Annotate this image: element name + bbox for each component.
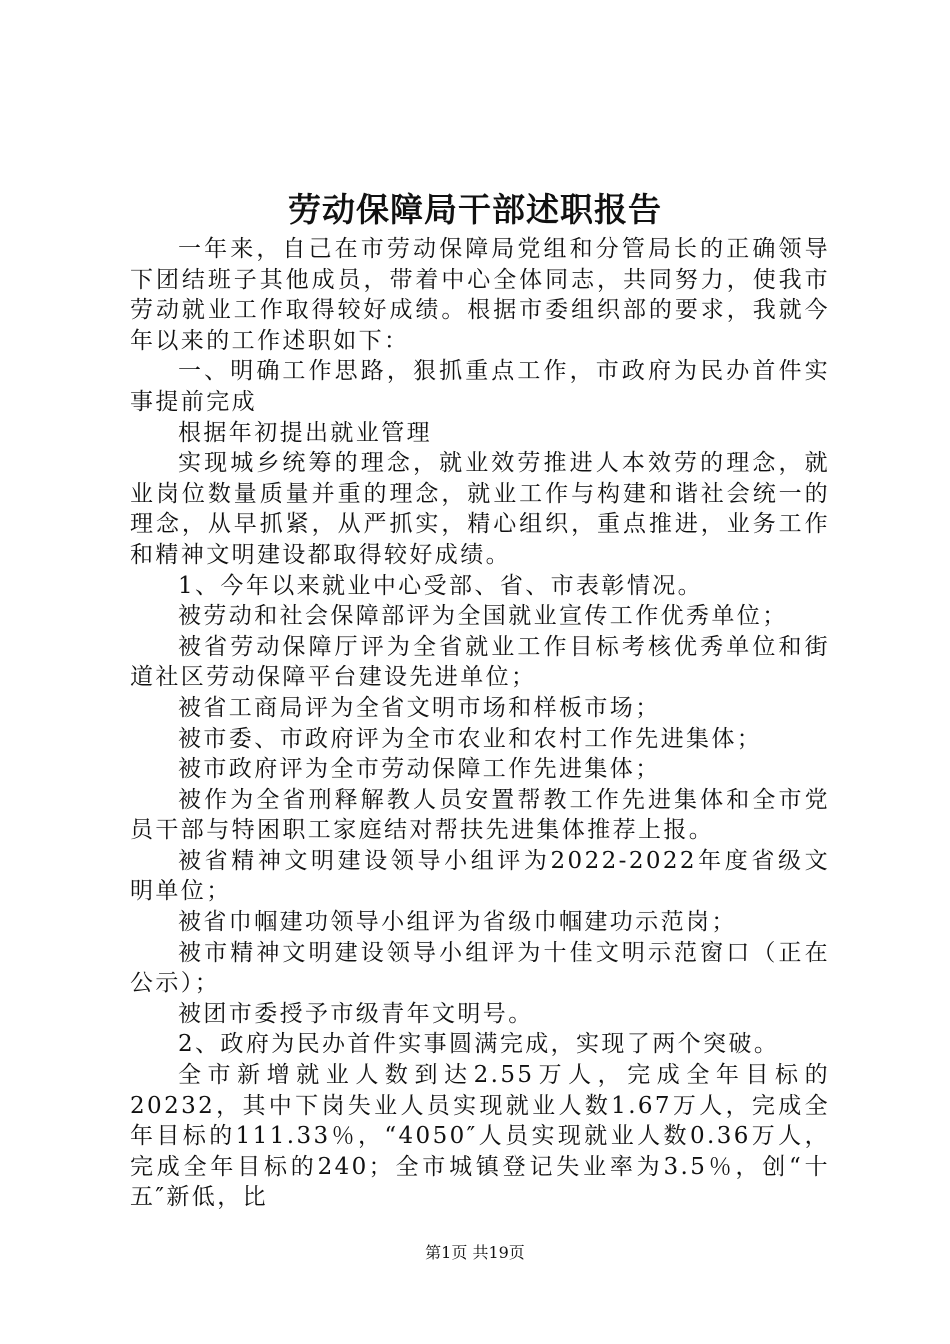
document-body [130, 234, 830, 1213]
paragraph: 被市精神文明建设领导小组评为十佳文明示范窗口（正在公示）； [130, 939, 830, 997]
paragraph: 被省劳动保障厅评为全省就业工作目标考核优秀单位和街道社区劳动保障平台建设先进单位； [130, 633, 830, 691]
paragraph: 被劳动和社会保障部评为全国就业宣传工作优秀单位； [178, 603, 788, 630]
paragraph: 一年来，自己在市劳动保障局党组和分管局长的正确领导下团结班子其他成员，带着中心全体同志，共同努力，使我市劳动就业工作取得较好成绩。根据市委组织部的要求，我就今年以来的工作述职如下： [130, 236, 830, 354]
paragraph: 被省巾帼建功领导小组评为省级巾帼建功示范岗； [178, 909, 737, 936]
paragraph: 被市政府评为全市劳动保障工作先进集体； [178, 756, 661, 783]
page-footer: 第1页 共19页 [425, 1243, 525, 1262]
paragraph: 被作为全省刑释解教人员安置帮教工作先进集体和全市党员干部与特困职工家庭结对帮扶先进集体推荐上报。 [130, 786, 830, 844]
paragraph: 被省工商局评为全省文明市场和样板市场； [178, 694, 661, 721]
paragraph: 1、今年以来就业中心受部、省、市表彰情况。 [178, 572, 704, 599]
paragraph: 2、政府为民办首件实事圆满完成，实现了两个突破。 [178, 1031, 780, 1058]
paragraph: 全市新增就业人数到达2.55万人，完成全年目标的20232，其中下岗失业人员实现就业人数1.67万人，完成全年目标的111.33％，“4050″人员实现就业人数0.36万人，完成全年目标的240；全市城镇登记失业率为3.5％，创“十五″新低，比 [130, 1062, 830, 1211]
paragraph: 被团市委授予市级青年文明号。 [178, 1000, 534, 1027]
paragraph: 实现城乡统筹的理念，就业效劳推进人本效劳的理念，就业岗位数量质量并重的理念，就业工作与构建和谐社会统一的理念，从早抓紧，从严抓实，精心组织，重点推进，业务工作和精神文明建设都取得较好成绩。 [130, 450, 830, 568]
paragraph: 被省精神文明建设领导小组评为2022-2022年度省级文明单位； [130, 847, 830, 905]
paragraph: 根据年初提出就业管理 [178, 419, 432, 446]
paragraph: 一、明确工作思路，狠抓重点工作，市政府为民办首件实事提前完成 [130, 358, 830, 415]
document-title: 劳动保障局干部述职报告 [288, 190, 662, 229]
paragraph: 被市委、市政府评为全市农业和农村工作先进集体； [178, 725, 763, 752]
